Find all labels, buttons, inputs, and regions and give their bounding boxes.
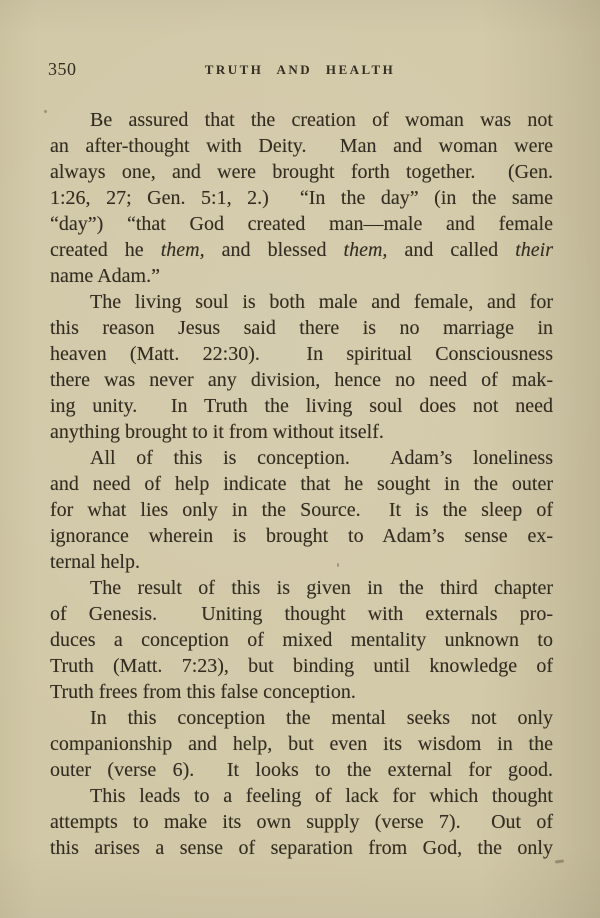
text-line: an after-thought with Deity. Man and woman were	[50, 135, 553, 157]
text-line: duces a conception of mixed mentality unknown to	[50, 629, 553, 651]
text-line: “day”) “that God created man—male and female	[50, 213, 553, 235]
text-line: this reason Jesus said there is no marriage in	[50, 317, 553, 339]
text-line: for what lies only in the Source. It is the sleep of	[50, 499, 553, 521]
text-line: ing unity. In Truth the living soul does not need	[50, 395, 553, 417]
text-block	[50, 107, 553, 861]
text-line: and need of help indicate that he sought in the outer	[50, 473, 553, 495]
text-line: created he them, and blessed them, and called their	[50, 239, 553, 261]
running-title: TRUTH AND HEALTH	[204, 62, 396, 77]
text-line: In this conception the mental seeks not only	[90, 707, 553, 729]
text-line: This leads to a feeling of lack for which thought	[90, 785, 553, 807]
text-line: 1:26, 27; Gen. 5:1, 2.) “In the day” (in the same	[50, 187, 553, 209]
text-line: attempts to make its own supply (verse 7). Out of	[50, 811, 553, 833]
text-line: always one, and were brought forth together. (Gen.	[50, 161, 553, 183]
text-line: there was never any division, hence no need of mak-	[50, 369, 553, 391]
text-line: outer (verse 6). It looks to the external for good.	[50, 759, 553, 781]
text-line: Be assured that the creation of woman was not	[90, 109, 553, 131]
text-line: The living soul is both male and female, and for	[90, 291, 553, 313]
text-line: anything brought to it from without itself.	[50, 421, 384, 443]
text-line: Truth (Matt. 7:23), but binding until knowledge of	[50, 655, 553, 677]
text-line: Truth frees from this false conception.	[50, 681, 356, 703]
paper-speck	[555, 859, 564, 863]
text-line: All of this is conception. Adam’s loneliness	[90, 447, 553, 469]
text-line: The result of this is given in the third chapter	[90, 577, 553, 599]
text-line: heaven (Matt. 22:30). In spiritual Consciousness	[50, 343, 553, 365]
text-line: companionship and help, but even its wisdom in the	[50, 733, 553, 755]
text-line: ignorance wherein is brought to Adam’s sense ex-	[50, 525, 553, 547]
paper-speck	[44, 110, 47, 113]
page-number: 350	[48, 59, 77, 79]
text-line: name Adam.”	[50, 265, 160, 287]
running-head	[0, 59, 600, 83]
text-line: of Genesis. Uniting thought with externals pro-	[50, 603, 553, 625]
text-line: ternal help.	[50, 551, 140, 573]
text-line: this arises a sense of separation from God, the only	[50, 837, 553, 859]
